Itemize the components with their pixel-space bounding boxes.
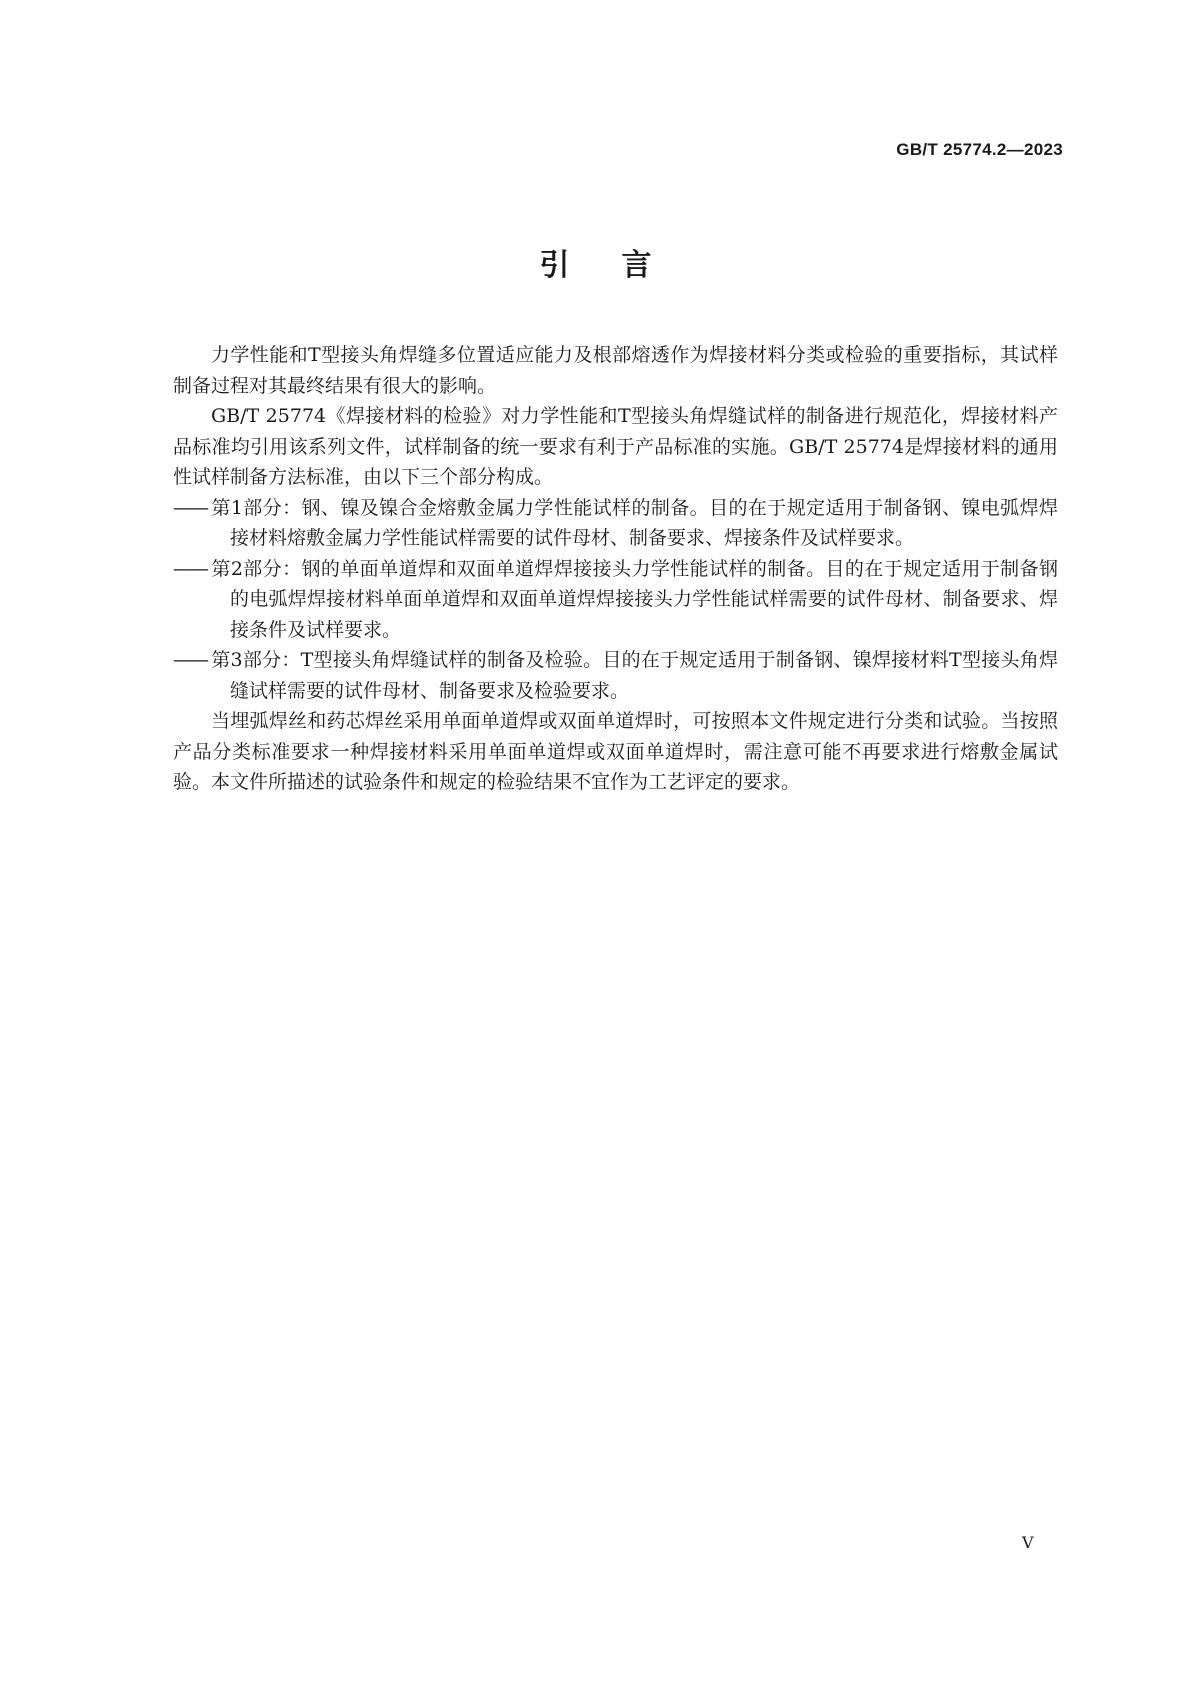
list-item-part-1 xyxy=(173,493,1058,554)
page-number: V xyxy=(1022,1533,1034,1552)
list-item-text: 第2部分：钢的单面单道焊和双面单道焊焊接接头力学性能试样的制备。目的在于规定适用于制备钢的电弧焊焊接材料单面单道焊和双面单道焊焊接接头力学性能试样需要的试件母材、制备要求、焊接条件及试样要求。 xyxy=(211,557,1058,641)
document-code: GB/T 25774.2—2023 xyxy=(896,140,1063,159)
list-dash: —— xyxy=(173,649,207,671)
list-item-part-3 xyxy=(173,645,1058,706)
closing-paragraph: 当埋弧焊丝和药芯焊丝采用单面单道焊或双面单道焊时，可按照本文件规定进行分类和试验。当按照产品分类标准要求一种焊接材料采用单面单道焊或双面单道焊时，需注意可能不再要求进行熔敷金属试验。本文件所描述的试验条件和规定的检验结果不宜作为工艺评定的要求。 xyxy=(173,710,1058,793)
introduction-body xyxy=(173,340,1058,798)
list-dash: —— xyxy=(173,557,207,580)
page-title: 引言 xyxy=(539,248,704,283)
list-item-text: 第3部分：T型接头角焊缝试样的制备及检验。目的在于规定适用于制备钢、镍焊接材料T型接头角焊缝试样需要的试件母材、制备要求及检验要求。 xyxy=(211,649,1058,702)
paragraph-1: 力学性能和T型接头角焊缝多位置适应能力及根部熔透作为焊接材料分类或检验的重要指标，其试样制备过程对其最终结果有很大的影响。 xyxy=(173,344,1058,397)
paragraph-2: GB/T 25774《焊接材料的检验》对力学性能和T型接头角焊缝试样的制备进行规范化，焊接材料产品标准均引用该系列文件，试样制备的统一要求有利于产品标准的实施。GB/T 25774是焊接材料的通用性试样制备方法标准，由以下三个部分构成。 xyxy=(173,405,1058,488)
list-item-text: 第1部分：钢、镍及镍合金熔敷金属力学性能试样的制备。目的在于规定适用于制备钢、镍电弧焊焊接材料熔敷金属力学性能试样需要的试件母材、制备要求、焊接条件及试样要求。 xyxy=(211,496,1058,549)
list-dash: —— xyxy=(173,496,207,519)
list-item-part-2 xyxy=(173,554,1058,646)
